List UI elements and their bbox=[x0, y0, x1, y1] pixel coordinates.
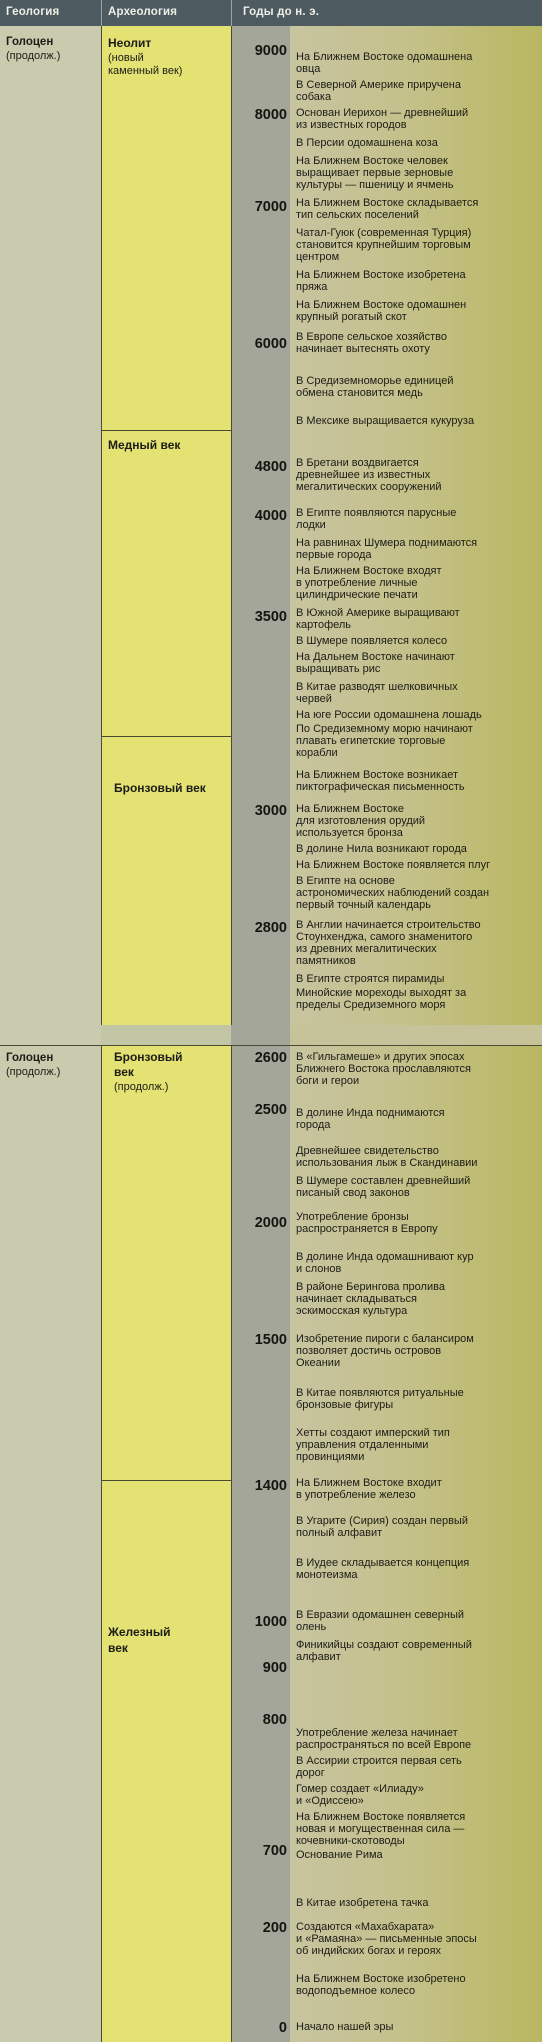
event-text: В Мексике выращивается кукуруза bbox=[296, 416, 475, 427]
year-label: 2800 bbox=[254, 920, 287, 936]
event-text: распространяется в Европу bbox=[296, 1224, 438, 1235]
year-label: 900 bbox=[262, 1660, 287, 1676]
event-text: культуры — пшеницу и ячмень bbox=[296, 180, 454, 191]
year-label: 2600 bbox=[254, 1050, 287, 1066]
event-text: В Китае изобретена тачка bbox=[296, 1898, 429, 1909]
event-text: в употребление личные bbox=[296, 578, 418, 589]
event-text: В Шумере составлен древнейший bbox=[296, 1176, 471, 1187]
event-text: Употребление бронзы bbox=[296, 1212, 409, 1223]
event-text: писаный свод законов bbox=[296, 1188, 410, 1199]
event-text: цилиндрические печати bbox=[296, 590, 418, 601]
archaeology-neolith-sub: каменный век) bbox=[108, 65, 183, 77]
event-text: олень bbox=[296, 1622, 327, 1633]
event-text: выращивать рис bbox=[296, 664, 381, 675]
event-text: В Египте появляются парусные bbox=[296, 508, 457, 519]
years-column bbox=[231, 0, 290, 2042]
event-text: полный алфавит bbox=[296, 1528, 383, 1539]
header-years: Годы до н. э. bbox=[243, 6, 320, 18]
event-text: дорог bbox=[296, 1768, 325, 1779]
year-label: 9000 bbox=[254, 43, 287, 59]
event-text: В Китае появляются ритуальные bbox=[296, 1388, 464, 1399]
event-text: кочевники-скотоводы bbox=[296, 1836, 405, 1847]
event-text: На Ближнем Востоке входят bbox=[296, 566, 442, 577]
event-text: пряжа bbox=[296, 282, 328, 293]
event-text: В Китае разводят шелковичных bbox=[296, 682, 458, 693]
event-text: и «Одиссею» bbox=[296, 1796, 364, 1807]
archaeology-bronze-cont: Бронзовый bbox=[114, 1050, 183, 1064]
event-text: в употребление железо bbox=[296, 1490, 416, 1501]
event-text: В Персии одомашнена коза bbox=[296, 138, 438, 149]
header-archaeology: Археология bbox=[108, 6, 178, 18]
event-text: позволяет достичь островов bbox=[296, 1346, 442, 1357]
event-text: использования лыж в Скандинавии bbox=[296, 1158, 478, 1169]
epoch-divider bbox=[101, 736, 231, 737]
event-text: На Ближнем Востоке изобретено bbox=[296, 1974, 466, 1985]
year-label: 1000 bbox=[254, 1614, 287, 1630]
event-text: управления отдаленными bbox=[296, 1440, 429, 1451]
event-text: выращивает первые зерновые bbox=[296, 168, 454, 179]
archaeology-neolith-sub: (новый bbox=[108, 52, 144, 64]
event-text: начинает вытеснять охоту bbox=[296, 344, 430, 355]
event-text: На Ближнем Востоке складывается bbox=[296, 198, 479, 209]
archaeology-neolith: Неолит bbox=[108, 36, 152, 50]
archaeology-bronze-cont: век bbox=[114, 1065, 134, 1079]
event-text: Употребление железа начинает bbox=[296, 1728, 458, 1739]
event-text: из древних мегалитических bbox=[296, 944, 437, 955]
event-text: Минойские мореходы выходят за bbox=[296, 988, 467, 999]
event-text: Начало нашей эры bbox=[296, 2022, 394, 2033]
archaeology-copper: Медный век bbox=[108, 438, 181, 452]
event-text: В Англии начинается строительство bbox=[296, 920, 481, 931]
event-text: На Ближнем Востоке появляется плуг bbox=[296, 860, 491, 871]
epoch-box-lower bbox=[101, 1045, 232, 2042]
event-text: мегалитических сооружений bbox=[296, 482, 442, 493]
event-text: бронзовые фигуры bbox=[296, 1400, 394, 1411]
archaeology-bronze-cont-sub: (продолж.) bbox=[114, 1081, 169, 1093]
event-text: На Ближнем Востоке одомашнена bbox=[296, 52, 473, 63]
event-text: На Ближнем Востоке bbox=[296, 804, 404, 815]
event-text: лодки bbox=[296, 520, 326, 531]
epoch-box-upper bbox=[101, 26, 232, 1026]
section-gap bbox=[0, 1025, 542, 1045]
event-text: В «Гильгамеше» и других эпосах bbox=[296, 1052, 465, 1063]
event-text: памятников bbox=[296, 956, 356, 967]
event-text: На Ближнем Востоке изобретена bbox=[296, 270, 466, 281]
event-text: В Угарите (Сирия) создан первый bbox=[296, 1516, 468, 1527]
event-text: В районе Берингова пролива bbox=[296, 1282, 445, 1293]
geology-holocene-label: Голоцен bbox=[6, 1052, 54, 1064]
header-divider bbox=[231, 0, 232, 26]
event-text: собака bbox=[296, 92, 332, 103]
table-header bbox=[0, 0, 542, 26]
event-text: провинциями bbox=[296, 1452, 365, 1463]
event-text: корабли bbox=[296, 748, 338, 759]
event-text: На Ближнем Востоке возникает bbox=[296, 770, 458, 781]
event-text: и «Рамаяна» — письменные эпосы bbox=[296, 1934, 477, 1945]
year-label: 2500 bbox=[254, 1102, 287, 1118]
event-text: На Ближнем Востоке одомашнен bbox=[296, 300, 467, 311]
event-text: начинает складываться bbox=[296, 1294, 417, 1305]
year-label: 4000 bbox=[254, 508, 287, 524]
event-text: картофель bbox=[296, 620, 352, 631]
year-label: 1400 bbox=[254, 1478, 287, 1494]
event-text: Хетты создают имперский тип bbox=[296, 1428, 450, 1439]
geology-holocene-label: Голоцен bbox=[6, 36, 54, 48]
event-text: В Египте на основе bbox=[296, 876, 395, 887]
event-text: В Европе сельское хозяйство bbox=[296, 332, 447, 343]
event-text: Стоунхенджа, самого знаменитого bbox=[296, 932, 473, 943]
archaeology-iron: век bbox=[108, 1641, 128, 1655]
event-text: обмена становится медь bbox=[296, 388, 423, 399]
geology-column bbox=[0, 0, 101, 2042]
event-text: Древнейшее свидетельство bbox=[296, 1146, 439, 1157]
event-text: Ближнего Востока прославляются bbox=[296, 1064, 471, 1075]
section-divider bbox=[0, 1045, 542, 1046]
event-text: города bbox=[296, 1120, 331, 1131]
event-text: древнейшее из известных bbox=[296, 470, 431, 481]
event-text: Изобретение пироги с балансиром bbox=[296, 1334, 474, 1345]
year-label: 3500 bbox=[254, 609, 287, 625]
year-label: 200 bbox=[262, 1920, 287, 1936]
archaeology-bronze: Бронзовый век bbox=[114, 781, 206, 795]
event-text: В Северной Америке приручена bbox=[296, 80, 461, 91]
event-text: Финикийцы создают современный bbox=[296, 1640, 472, 1651]
event-text: В долине Инда одомашнивают кур bbox=[296, 1252, 474, 1263]
event-text: Океании bbox=[296, 1358, 341, 1369]
event-text: пиктографическая письменность bbox=[296, 782, 465, 793]
event-text: пределы Средиземного моря bbox=[296, 1000, 446, 1011]
event-text: об индийских богах и героях bbox=[296, 1946, 442, 1957]
event-text: эскимосская культура bbox=[296, 1306, 408, 1317]
event-text: В Шумере появляется колесо bbox=[296, 636, 448, 647]
event-text: В Средиземноморье единицей bbox=[296, 376, 454, 387]
year-label: 8000 bbox=[254, 107, 287, 123]
year-label: 800 bbox=[262, 1712, 287, 1728]
event-text: крупный рогатый скот bbox=[296, 312, 407, 323]
year-label: 7000 bbox=[254, 199, 287, 215]
event-text: На Ближнем Востоке входит bbox=[296, 1478, 442, 1489]
event-text: для изготовления орудий bbox=[296, 816, 426, 827]
event-text: На Ближнем Востоке появляется bbox=[296, 1812, 466, 1823]
event-text: монотеизма bbox=[296, 1570, 358, 1581]
epoch-divider bbox=[101, 1480, 231, 1481]
event-text: становится крупнейшим торговым bbox=[296, 240, 471, 251]
year-label: 3000 bbox=[254, 803, 287, 819]
event-text: На Ближнем Востоке человек bbox=[296, 156, 448, 167]
event-text: В Южной Америке выращивают bbox=[296, 608, 460, 619]
event-text: первый точный календарь bbox=[296, 900, 432, 911]
event-text: В Ассирии строится первая сеть bbox=[296, 1756, 462, 1767]
event-text: тип сельских поселений bbox=[296, 210, 419, 221]
event-text: алфавит bbox=[296, 1652, 341, 1663]
event-text: Чатал-Гуюк (современная Турция) bbox=[296, 228, 472, 239]
event-text: В Египте строятся пирамиды bbox=[296, 974, 445, 985]
event-text: используется бронза bbox=[296, 828, 403, 839]
year-label: 6000 bbox=[254, 336, 287, 352]
event-text: Основание Рима bbox=[296, 1850, 383, 1861]
event-text: новая и могущественная сила — bbox=[296, 1824, 465, 1835]
year-label: 0 bbox=[278, 2020, 287, 2036]
event-text: На юге России одомашнена лошадь bbox=[296, 710, 482, 721]
event-text: В долине Инда поднимаются bbox=[296, 1108, 445, 1119]
geology-holocene-sub: (продолж.) bbox=[6, 50, 61, 62]
event-text: В долине Нила возникают города bbox=[296, 844, 467, 855]
event-text: В Бретани воздвигается bbox=[296, 458, 419, 469]
year-label: 700 bbox=[262, 1843, 287, 1859]
epoch-divider bbox=[101, 430, 231, 431]
event-text: По Средиземному морю начинают bbox=[296, 724, 473, 735]
event-text: В Иудее складывается концепция bbox=[296, 1558, 470, 1569]
year-label: 4800 bbox=[254, 459, 287, 475]
event-text: овца bbox=[296, 64, 321, 75]
event-text: На Дальнем Востоке начинают bbox=[296, 652, 455, 663]
event-text: Создаются «Махабхарата» bbox=[296, 1922, 435, 1933]
header-divider bbox=[101, 0, 102, 26]
event-text: Основан Иерихон — древнейший bbox=[296, 108, 469, 119]
archaeology-iron: Железный bbox=[108, 1625, 171, 1639]
year-label: 1500 bbox=[254, 1332, 287, 1348]
event-text: плавать египетские торговые bbox=[296, 736, 446, 747]
event-text: Гомер создает «Илиаду» bbox=[296, 1784, 424, 1795]
event-text: водоподъемное колесо bbox=[296, 1986, 416, 1997]
header-geology: Геология bbox=[6, 6, 60, 18]
event-text: центром bbox=[296, 252, 340, 263]
event-text: первые города bbox=[296, 550, 372, 561]
year-label: 2000 bbox=[254, 1215, 287, 1231]
event-text: На равнинах Шумера поднимаются bbox=[296, 538, 478, 549]
event-text: боги и герои bbox=[296, 1076, 360, 1087]
event-text: астрономических наблюдений создан bbox=[296, 888, 490, 899]
event-text: и слонов bbox=[296, 1264, 342, 1275]
geology-holocene-sub: (продолж.) bbox=[6, 1066, 61, 1078]
event-text: из известных городов bbox=[296, 120, 407, 131]
event-text: червей bbox=[296, 694, 332, 705]
event-text: В Евразии одомашнен северный bbox=[296, 1610, 465, 1621]
event-text: распространяться по всей Европе bbox=[296, 1740, 472, 1751]
